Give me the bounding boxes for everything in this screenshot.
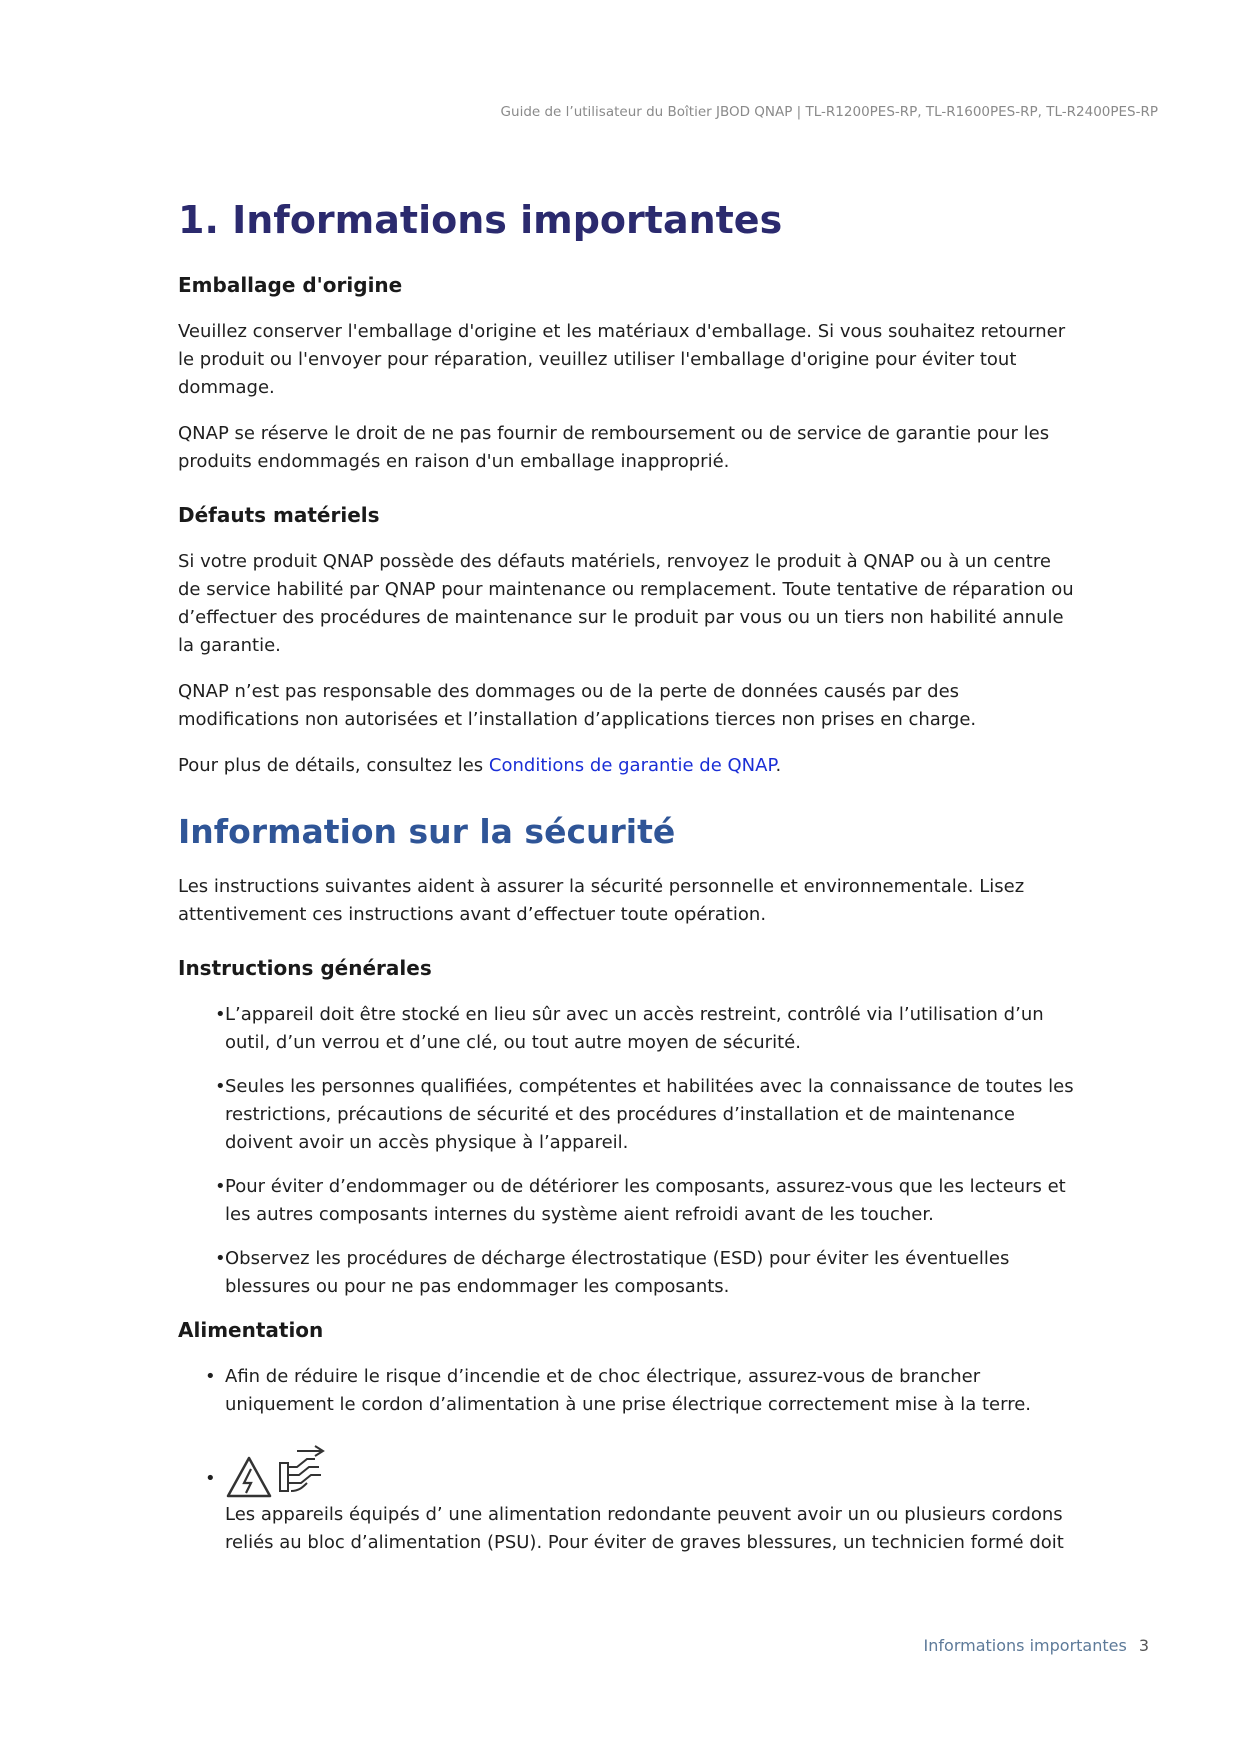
multiple-power-cords-icon xyxy=(277,1441,329,1499)
paragraph: QNAP n’est pas responsable des dommages ou de la perte de données causés par des modifications non autorisées et l’installation d’applications tierces non prises en charge. xyxy=(178,680,977,730)
footer-section: Informations importantes xyxy=(923,1636,1127,1655)
general-instructions-list xyxy=(178,1001,1078,1301)
warning-icons xyxy=(225,1437,1078,1499)
bullet: • xyxy=(215,1248,226,1270)
bullet: • xyxy=(215,1176,226,1198)
page-title: 1. Informations importantes xyxy=(178,198,783,242)
details-suffix: . xyxy=(775,754,782,776)
page-footer xyxy=(924,1636,1149,1655)
paragraph-details xyxy=(178,752,1078,780)
list-item: •Seules les personnes qualifiées, compétentes et habilitées avec la connaissance de toutes les restrictions, précautions de sécurité et des procédures d’installation et de maintenance doivent avoir un accès physique à l’appareil. xyxy=(205,1073,1078,1157)
heading-safety-information: Information sur la sécurité xyxy=(178,811,676,851)
paragraph: Les instructions suivantes aident à assurer la sécurité personnelle et environnementale. Lisez attentivement ces instructions avant d’effectuer toute opération. xyxy=(178,876,1025,926)
heading-original-packaging: Emballage d'origine xyxy=(178,272,403,297)
paragraph: Si votre produit QNAP possède des défauts matériels, renvoyez le produit à QNAP ou à un centre de service habilité par QNAP pour maintenance ou remplacement. Toute tentative de réparation ou d’effectuer des procédures de maintenance sur le produit par vous ou un tiers non habilité annule la garantie. xyxy=(178,550,1074,656)
bullet: • xyxy=(215,1004,226,1026)
paragraph: Veuillez conserver l'emballage d'origine et les matériaux d'emballage. Si vous souhaitez retourner le produit ou l'envoyer pour réparation, veuillez utiliser l'emballage d'origine pour éviter tout dommage. xyxy=(178,320,1066,398)
list-item: •L’appareil doit être stocké en lieu sûr avec un accès restreint, contrôlé via l’utilisation d’un outil, d’un verrou et d’une clé, ou tout autre moyen de sécurité. xyxy=(205,1001,1078,1057)
list-item: • Afin de réduire le risque d’incendie et de choc électrique, assurez-vous de brancher uniquement le cordon d’alimentation à une prise électrique correctement mise à la terre. xyxy=(205,1363,1078,1419)
details-text: Pour plus de détails, consultez les xyxy=(178,754,489,776)
heading-power: Alimentation xyxy=(178,1318,324,1343)
electric-shock-warning-icon xyxy=(225,1455,273,1499)
list-item: •Pour éviter d’endommager ou de détériorer les composants, assurez-vous que les lecteurs et les autres composants internes du système aient refroidi avant de les toucher. xyxy=(205,1173,1078,1229)
list-item-text: Les appareils équipés d’ une alimentation redondante peuvent avoir un ou plusieurs cordons reliés au bloc d’alimentation (PSU). Pour éviter de graves blessures, un technicien formé doit xyxy=(225,1504,1064,1554)
list-item xyxy=(205,1437,1078,1557)
page-content xyxy=(178,198,1078,1575)
paragraph: QNAP se réserve le droit de ne pas fournir de remboursement ou de service de garantie pour les produits endommagés en raison d'un emballage inapproprié. xyxy=(178,422,1050,472)
bullet: • xyxy=(215,1076,226,1098)
power-instructions-list xyxy=(178,1363,1078,1557)
page-number: 3 xyxy=(1138,1636,1149,1655)
heading-hardware-defects: Défauts matériels xyxy=(178,502,380,527)
bullet: • xyxy=(205,1468,216,1490)
bullet: • xyxy=(205,1366,216,1388)
list-item: •Observez les procédures de décharge électrostatique (ESD) pour éviter les éventuelles blessures ou pour ne pas endommager les composants. xyxy=(205,1245,1078,1301)
warranty-terms-link[interactable]: Conditions de garantie de QNAP xyxy=(488,754,776,776)
page-header: Guide de l’utilisateur du Boîtier JBOD QNAP | TL-R1200PES-RP, TL-R1600PES-RP, TL-R2400PES-RP xyxy=(500,104,1158,120)
heading-general-instructions: Instructions générales xyxy=(178,956,432,981)
